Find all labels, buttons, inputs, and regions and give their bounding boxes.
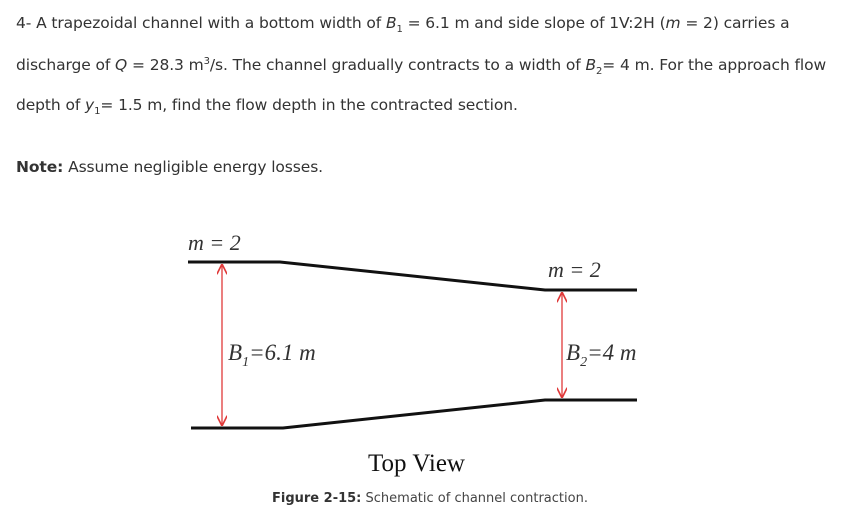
- side-slope-right-label: m = 2: [548, 257, 601, 282]
- sub-1: 1: [94, 106, 101, 118]
- b1-width-label: $B_1=6.1$ m: [228, 340, 316, 370]
- problem-text: = 1.5 m, find the flow depth in the contracted section.: [100, 96, 518, 114]
- problem-text: = 2) carries a: [680, 14, 790, 32]
- caption-label: Figure 2-15:: [272, 491, 362, 506]
- problem-text: depth of: [16, 96, 86, 114]
- var-q: Q: [115, 56, 128, 74]
- sub-2: 2: [596, 66, 603, 78]
- problem-text: 4- A trapezoidal channel with a bottom width of: [16, 14, 386, 32]
- var-b2: B: [585, 56, 597, 74]
- caption-text: Schematic of channel contraction.: [361, 491, 588, 506]
- view-title: Top View: [368, 450, 465, 477]
- note-text: Assume negligible energy losses.: [63, 158, 323, 176]
- side-slope-left-label: m = 2: [188, 230, 241, 255]
- problem-text: discharge of: [16, 56, 116, 74]
- problem-text: = 6.1 m and side slope of 1V:2H (: [402, 14, 666, 32]
- channel-bottom-edge: [191, 400, 637, 428]
- var-y: y: [85, 96, 95, 114]
- problem-text: = 4 m. For the approach flow: [602, 56, 827, 74]
- b2-width-label: $B_2=4$ m: [566, 340, 637, 370]
- sup-3: 3: [203, 55, 210, 67]
- note-label: Note:: [16, 158, 64, 176]
- problem-text: = 28.3 m: [127, 56, 204, 74]
- figure-caption: [272, 491, 588, 506]
- sub-1: 1: [396, 24, 403, 36]
- var-b1: B: [385, 14, 397, 32]
- var-m: m: [665, 14, 681, 32]
- problem-text: /s. The channel gradually contracts to a width of: [209, 56, 586, 74]
